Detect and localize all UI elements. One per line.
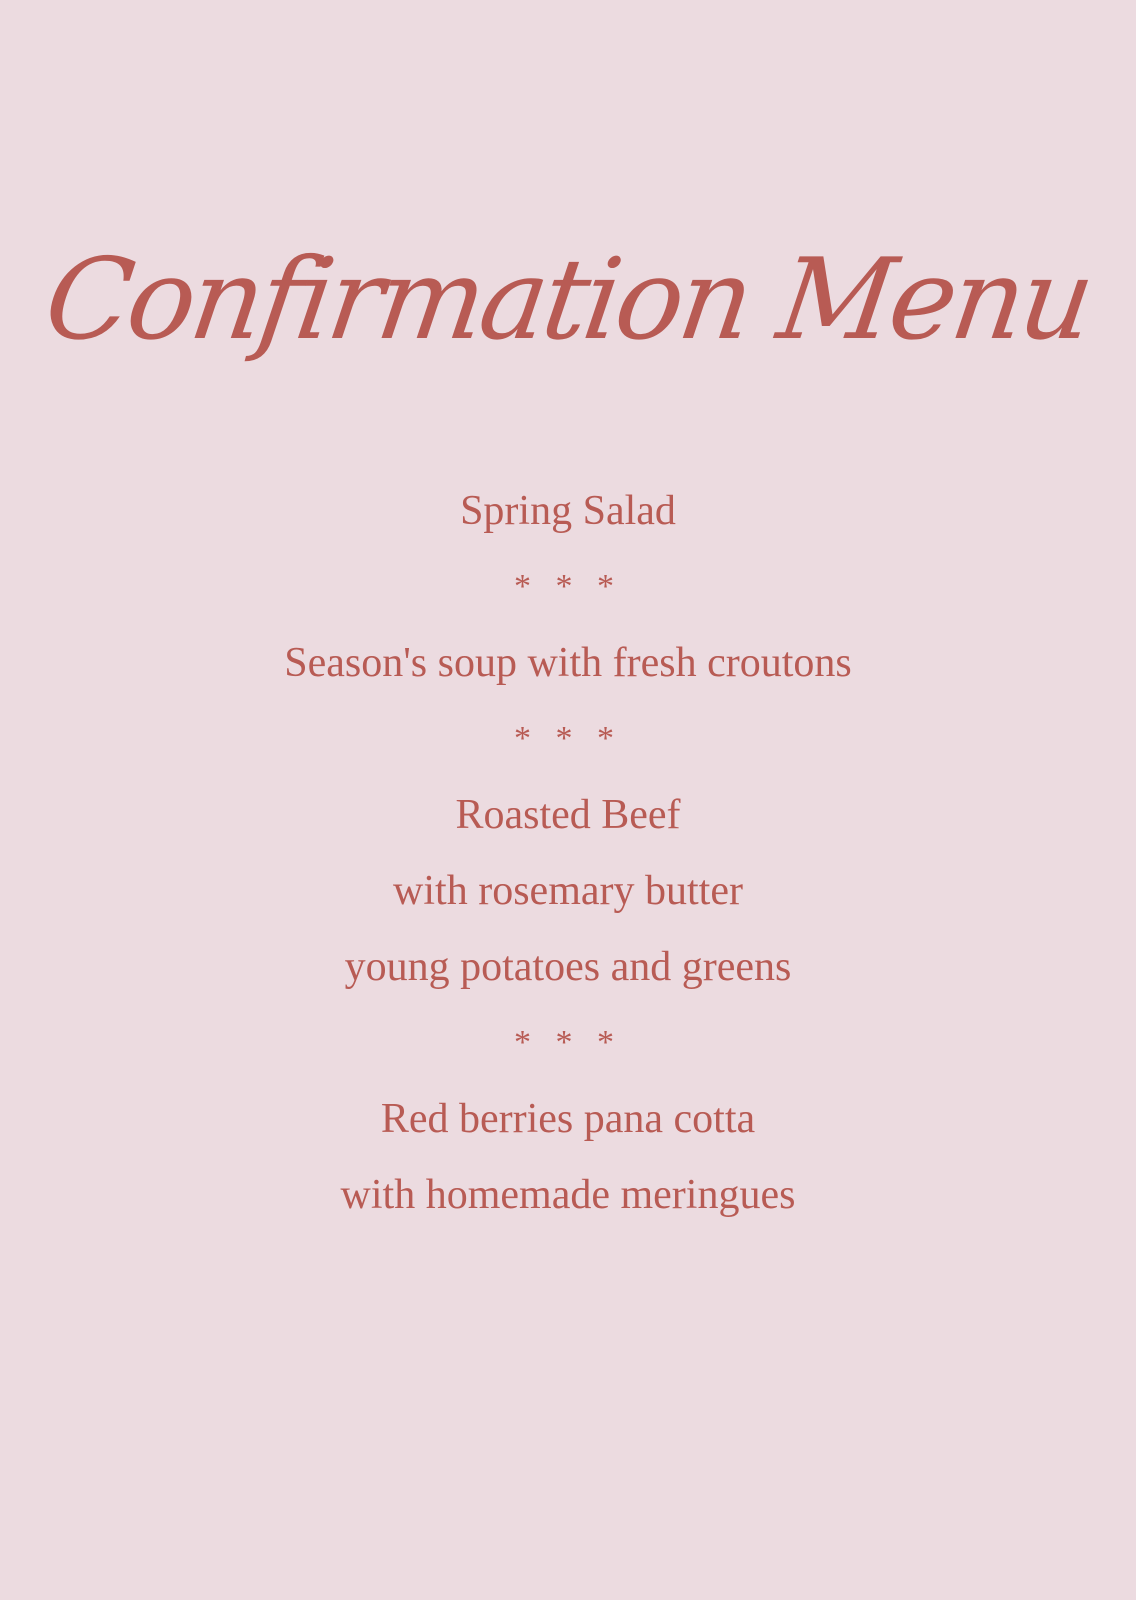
menu-list xyxy=(0,473,1136,1233)
course-separator: * * * xyxy=(514,568,622,605)
menu-title: Confirmation Menu xyxy=(37,235,1099,365)
course-4-line-1: Red berries pana cotta xyxy=(380,1096,756,1142)
course-3-line-3: young potatoes and greens xyxy=(344,944,792,990)
course-3-line-2: with rosemary butter xyxy=(393,868,743,914)
course-4-line-2: with homemade meringues xyxy=(340,1172,796,1218)
course-separator: * * * xyxy=(514,1024,622,1061)
course-2-line-1: Season's soup with fresh croutons xyxy=(284,640,852,686)
course-1-line-1: Spring Salad xyxy=(460,488,676,534)
course-separator: * * * xyxy=(514,720,622,757)
course-3-line-1: Roasted Beef xyxy=(455,792,681,838)
